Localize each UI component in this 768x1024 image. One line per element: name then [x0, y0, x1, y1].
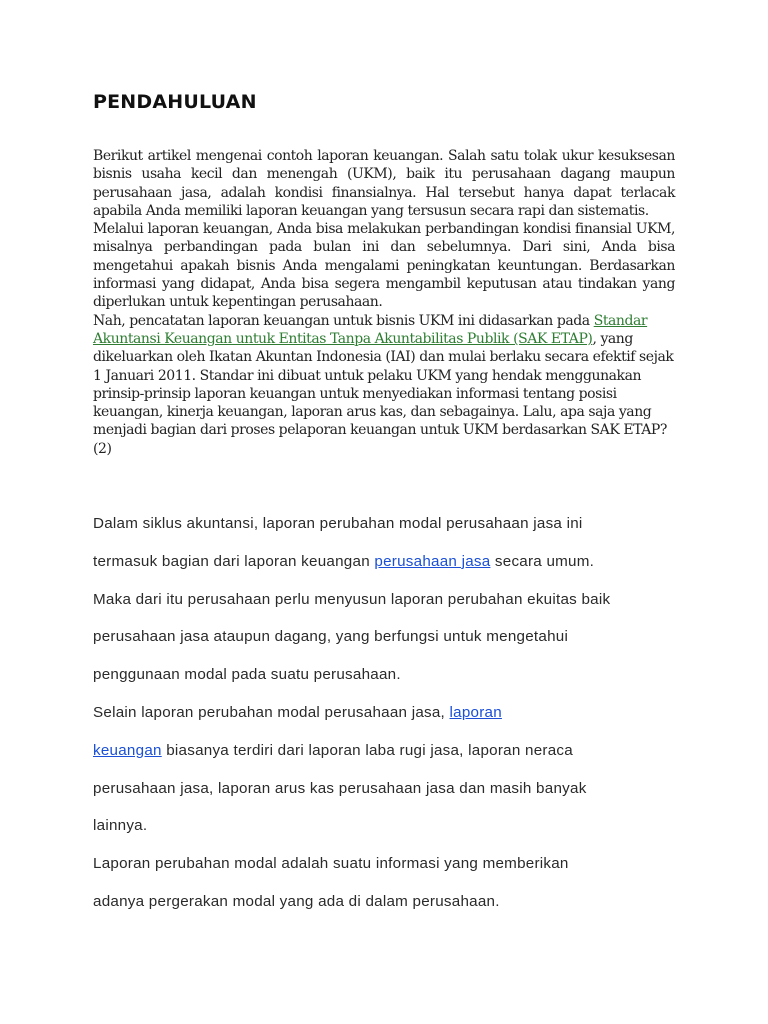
- laporan-keuangan-link-part-2[interactable]: keuangan: [93, 741, 162, 759]
- intro-paragraph-2: Melalui laporan keuangan, Anda bisa melakukan perbandingan kondisi finansial UKM, misalnya perbandingan pada bulan ini dan sebelumnya. Dari sini, Anda bisa mengetahui apakah bisnis Anda mengalami peningkatan keuntungan. Berdasarkan informasi yang didapat, Anda bisa segera mengambil keputusan atau tindakan yang diperlukan untuk kepentingan perusahaan.: [93, 221, 675, 311]
- page-title: PENDAHULUAN: [93, 91, 257, 113]
- sak-etap-link[interactable]: Standar Akuntansi Keuangan untuk Entitas Tanpa Akuntabilitas Publik (SAK ETAP): [93, 312, 648, 347]
- body-line-5: penggunaan modal pada suatu perusahaan.: [93, 666, 401, 684]
- body-line-2-text-b: secara umum.: [490, 552, 595, 570]
- body-section: [93, 510, 693, 926]
- perusahaan-jasa-link[interactable]: perusahaan jasa: [374, 552, 491, 570]
- body-line-10: Laporan perubahan modal adalah suatu informasi yang memberikan: [93, 855, 569, 873]
- body-line-7: [93, 737, 693, 775]
- body-line-8: perusahaan jasa, laporan arus kas perusahaan jasa dan masih banyak: [93, 779, 587, 797]
- intro-paragraph-3: [93, 312, 675, 458]
- laporan-keuangan-link-part-1[interactable]: laporan: [449, 703, 502, 721]
- body-line-2: [93, 548, 693, 586]
- body-line-3: Maka dari itu perusahaan perlu menyusun laporan perubahan ekuitas baik: [93, 590, 611, 608]
- body-line-6-text: Selain laporan perubahan modal perusahaan jasa,: [93, 703, 450, 721]
- intro-paragraph-1: Berikut artikel mengenai contoh laporan keuangan. Salah satu tolak ukur kesuksesan bisnis usaha kecil dan menengah (UKM), baik itu perusahaan dagang maupun perusahaan jasa, adalah kondisi finansialnya. Hal tersebut hanya dapat terlacak apabila Anda memiliki laporan keuangan yang tersusun secara rapi dan sistematis.: [93, 148, 675, 219]
- body-line-11: adanya pergerakan modal yang ada di dalam perusahaan.: [93, 892, 500, 910]
- body-line-7-text: biasanya terdiri dari laporan laba rugi jasa, laporan neraca: [161, 741, 573, 759]
- body-line-9: lainnya.: [93, 817, 148, 835]
- intro-section: [93, 147, 675, 458]
- body-line-1: Dalam siklus akuntansi, laporan perubahan modal perusahaan jasa ini: [93, 515, 583, 532]
- intro-paragraph-3-text-a: Nah, pencatatan laporan keuangan untuk bisnis UKM ini didasarkan pada: [93, 312, 594, 329]
- intro-paragraph-3-text-b: , yang dikeluarkan oleh Ikatan Akuntan Indonesia (IAI) dan mulai berlaku secara efektif sejak 1 Januari 2011. Standar ini dibuat untuk pelaku UKM yang hendak menggunakan prinsip-prinsip laporan keuangan untuk menyediakan informasi tentang posisi keuangan, kinerja keuangan, laporan arus kas, dan sebagainya. Lalu, apa saja yang menjadi bagian dari proses pelaporan keuangan untuk UKM berdasarkan SAK ETAP? (2): [93, 330, 674, 457]
- body-line-6: [93, 699, 693, 737]
- body-line-4: perusahaan jasa ataupun dagang, yang berfungsi untuk mengetahui: [93, 628, 569, 646]
- body-line-2-text-a: termasuk bagian dari laporan keuangan: [93, 552, 375, 570]
